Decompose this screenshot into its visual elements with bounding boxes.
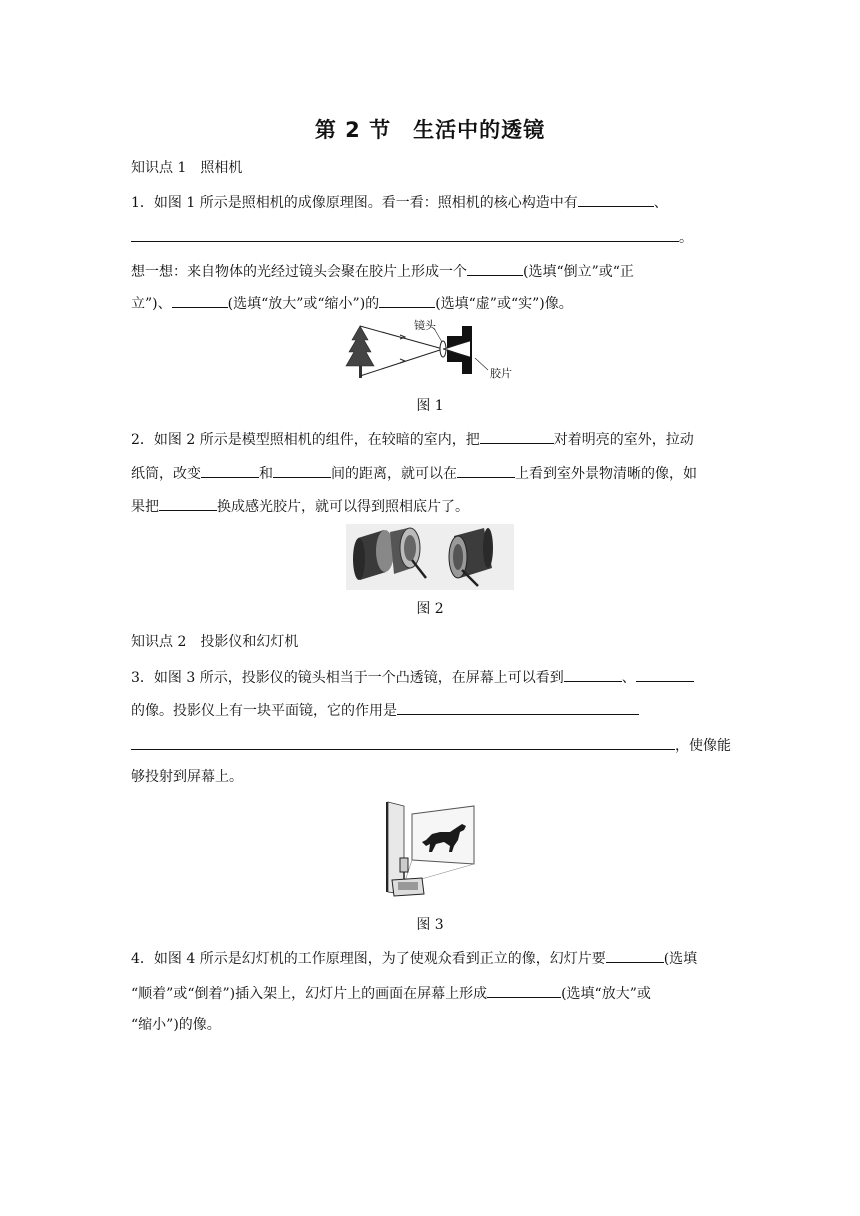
tree-icon xyxy=(346,326,374,378)
answer-blank[interactable] xyxy=(457,462,515,478)
page-title: 第 2 节 生活中的透镜 xyxy=(314,118,546,142)
section-heading-2: 知识点 2 投影仪和幻灯机 xyxy=(131,634,299,650)
answer-blank[interactable] xyxy=(578,191,654,207)
figure-3-caption: 图 3 xyxy=(416,917,444,933)
answer-blank[interactable] xyxy=(636,666,694,682)
answer-blank[interactable] xyxy=(379,292,435,308)
figure-2-model-camera-photo xyxy=(346,524,514,590)
answer-blank[interactable] xyxy=(606,947,664,963)
question-3-line-2: 的像。投影仪上有一块平面镜，它的作用是 xyxy=(131,699,731,721)
answer-blank[interactable] xyxy=(131,226,679,242)
answer-blank[interactable] xyxy=(131,734,675,750)
question-2-line-2: 纸筒，改变 和 间的距离，就可以在 上看到室外景物清晰的像，如 xyxy=(131,462,731,484)
figure-2-caption: 图 2 xyxy=(416,601,444,617)
answer-blank[interactable] xyxy=(397,699,639,715)
figure-1-caption: 图 1 xyxy=(416,398,444,414)
question-3-line-4: 够投射到屏幕上。 xyxy=(131,769,243,785)
question-3-line-3: ，使像能 xyxy=(131,734,731,756)
lens-label: 镜头 xyxy=(414,319,436,332)
film-label: 胶片 xyxy=(490,367,512,380)
question-4-line-3: “缩小”)的像。 xyxy=(131,1017,221,1033)
answer-blank[interactable] xyxy=(201,462,259,478)
question-3-line-1: 3．如图 3 所示，投影仪的镜头相当于一个凸透镜，在屏幕上可以看到 、 xyxy=(131,666,731,688)
answer-blank[interactable] xyxy=(487,982,561,998)
question-2-line-1: 2．如图 2 所示是模型照相机的组件，在较暗的室内，把 对着明亮的室外，拉动 xyxy=(131,428,731,450)
question-4-line-1: 4．如图 4 所示是幻灯机的工作原理图，为了使观众看到正立的像，幻灯片要 (选填 xyxy=(131,947,731,969)
answer-blank[interactable] xyxy=(480,428,554,444)
question-4-line-2: “顺着”或“倒着”)插入架上，幻灯片上的画面在屏幕上形成 (选填“放大”或 xyxy=(131,982,731,1004)
question-1-line-3: 想一想：来自物体的光经过镜头会聚在胶片上形成一个 (选填“倒立”或“正 xyxy=(131,260,731,282)
answer-blank[interactable] xyxy=(467,260,523,276)
answer-blank[interactable] xyxy=(564,666,622,682)
answer-blank[interactable] xyxy=(159,495,217,511)
question-2-line-3: 果把 换成感光胶片，就可以得到照相底片了。 xyxy=(131,495,731,517)
answer-blank[interactable] xyxy=(172,292,228,308)
question-1-line-4: 立”)、 (选填“放大”或“缩小”)的 (选填“虚”或“实”)像。 xyxy=(131,292,731,314)
section-heading-1: 知识点 1 照相机 xyxy=(131,160,243,176)
figure-1-camera-diagram xyxy=(340,318,530,386)
figure-3-projector-diagram xyxy=(382,800,482,898)
answer-blank[interactable] xyxy=(273,462,331,478)
question-1-line-2: 。 xyxy=(131,226,731,248)
question-1-line-1: 1．如图 1 所示是照相机的成像原理图。看一看：照相机的核心构造中有 、 xyxy=(131,191,731,213)
